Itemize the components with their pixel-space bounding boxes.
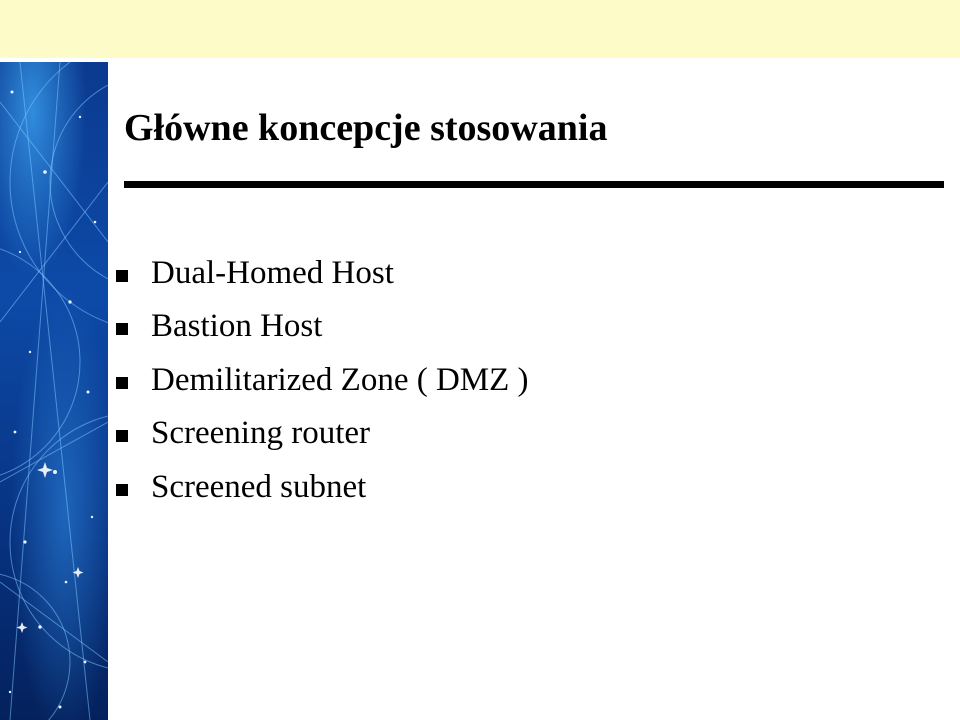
square-bullet-icon — [116, 270, 128, 282]
list-item — [116, 353, 529, 407]
bullet-text: Demilitarized Zone ( DMZ ) — [151, 361, 529, 398]
star-map-image — [0, 62, 108, 720]
list-item — [116, 460, 529, 514]
list-item — [116, 246, 529, 300]
slide-title: Główne koncepcje stosowania — [124, 107, 608, 149]
bullet-list — [116, 246, 529, 514]
list-item — [116, 300, 529, 354]
square-bullet-icon — [116, 484, 128, 496]
square-bullet-icon — [116, 430, 128, 442]
bullet-text: Screening router — [151, 415, 370, 452]
square-bullet-icon — [116, 377, 128, 389]
bullet-text: Screened subnet — [151, 468, 367, 505]
title-underline — [124, 181, 944, 188]
bullet-text: Bastion Host — [151, 308, 323, 345]
square-bullet-icon — [116, 323, 128, 335]
list-item — [116, 407, 529, 461]
top-band — [0, 0, 960, 58]
bullet-text: Dual-Homed Host — [151, 254, 394, 291]
